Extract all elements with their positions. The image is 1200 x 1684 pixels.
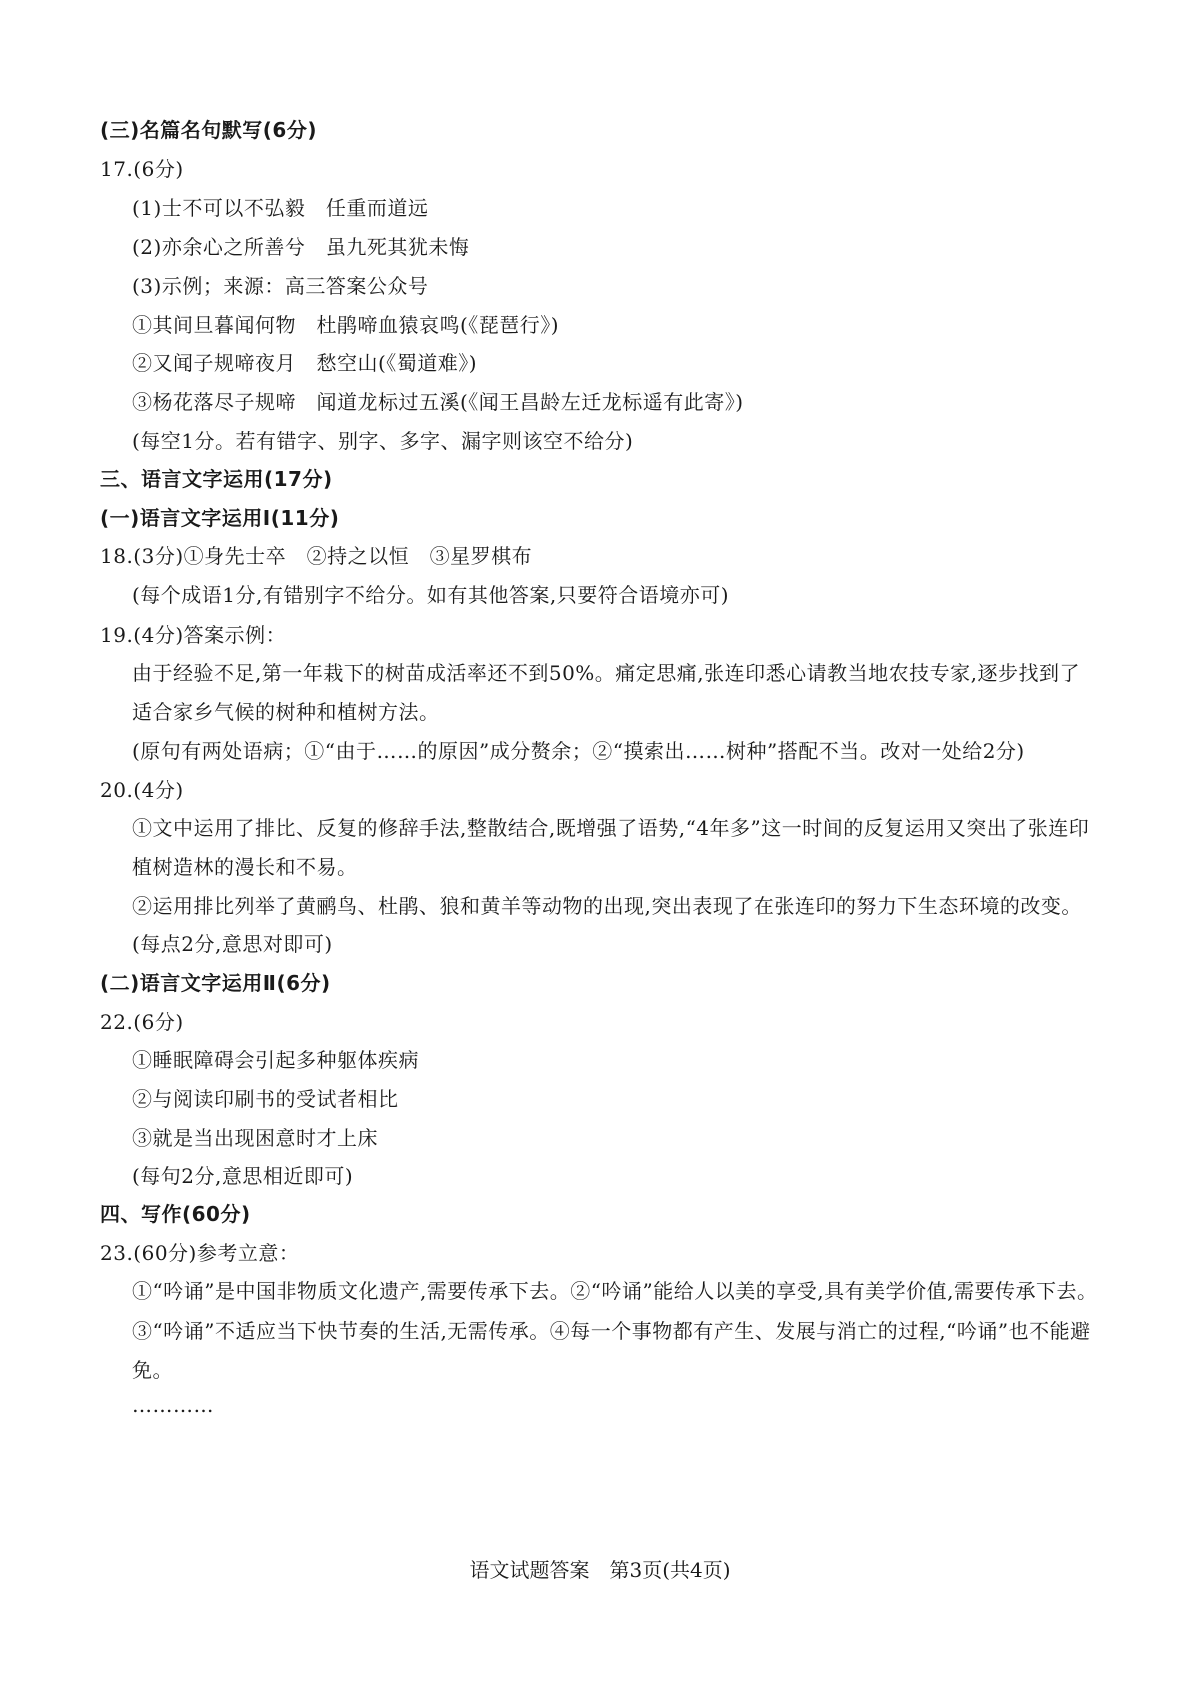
q22-label: 22.(6分) bbox=[100, 1010, 184, 1034]
q22-scoring-note: (每句2分,意思相近即可) bbox=[132, 1164, 354, 1188]
q20-point-2: ②运用排比列举了黄鹂鸟、杜鹃、狼和黄羊等动物的出现,突出表现了在张连印的努力下生态环境的改变。 bbox=[132, 894, 1082, 918]
q20-label: 20.(4分) bbox=[100, 778, 184, 802]
q19-line-1: 由于经验不足,第一年栽下的树苗成活率还不到50%。痛定思痛,张连印悉心请教当地农技专家,逐步找到了 bbox=[132, 661, 1081, 685]
q17-scoring-note: (每空1分。若有错字、别字、多字、漏字则该空不给分) bbox=[132, 429, 634, 453]
q17-answer-3: (3)示例；来源：高三答案公众号 bbox=[132, 274, 429, 298]
q19-scoring-note: (原句有两处语病；①“由于……的原因”成分赘余；②“摸索出……树种”搭配不当。改对一处给2分) bbox=[132, 739, 1025, 763]
q18-answer: 18.(3分)①身先士卒 ②持之以恒 ③星罗棋布 bbox=[100, 544, 533, 568]
q20-point-1a: ①文中运用了排比、反复的修辞手法,整散结合,既增强了语势,“4年多”这一时间的反复运用又突出了张连印 bbox=[132, 816, 1090, 840]
q17-example-3: ③杨花落尽子规啼 闻道龙标过五溪(《闻王昌龄左迁龙标遥有此寄》) bbox=[132, 390, 744, 414]
q23-line-1: ①“吟诵”是中国非物质文化遗产,需要传承下去。②“吟诵”能给人以美的享受,具有美学价值,需要传承下去。 bbox=[132, 1279, 1098, 1303]
q17-example-1: ①其间旦暮闻何物 杜鹃啼血猿哀鸣(《琵琶行》) bbox=[132, 313, 560, 337]
section-heading-recitation: (三)名篇名句默写(6分) bbox=[100, 118, 317, 142]
q22-answer-3: ③就是当出现困意时才上床 bbox=[132, 1126, 378, 1150]
q23-label: 23.(60分)参考立意： bbox=[100, 1241, 300, 1265]
part4-heading: 四、写作(60分) bbox=[100, 1202, 251, 1226]
part3-sub1-heading: (一)语言文字运用Ⅰ(11分) bbox=[100, 506, 340, 530]
q19-line-2: 适合家乡气候的树种和植树方法。 bbox=[132, 700, 440, 724]
q22-answer-1: ①睡眠障碍会引起多种躯体疾病 bbox=[132, 1048, 419, 1072]
q23-line-2: ③“吟诵”不适应当下快节奏的生活,无需传承。④每一个事物都有产生、发展与消亡的过程,“吟诵”也不能避 bbox=[132, 1319, 1091, 1343]
q17-answer-1: (1)士不可以不弘毅 任重而道远 bbox=[132, 196, 429, 220]
q18-scoring-note: (每个成语1分,有错别字不给分。如有其他答案,只要符合语境亦可) bbox=[132, 583, 730, 607]
q19-label: 19.(4分)答案示例： bbox=[100, 623, 287, 647]
page-footer: 语文试题答案 第3页(共4页) bbox=[469, 1558, 731, 1582]
q17-example-2: ②又闻子规啼夜月 愁空山(《蜀道难》) bbox=[132, 351, 478, 375]
part3-sub2-heading: (二)语言文字运用Ⅱ(6分) bbox=[100, 971, 331, 995]
q23-line-3: 免。 bbox=[132, 1358, 173, 1382]
q23-ellipsis: ………… bbox=[132, 1393, 214, 1417]
part3-heading: 三、语言文字运用(17分) bbox=[100, 467, 333, 491]
q17-label: 17.(6分) bbox=[100, 157, 184, 181]
q20-point-1b: 植树造林的漫长和不易。 bbox=[132, 855, 358, 879]
q22-answer-2: ②与阅读印刷书的受试者相比 bbox=[132, 1087, 399, 1111]
q20-scoring-note: (每点2分,意思对即可) bbox=[132, 932, 333, 956]
q17-answer-2: (2)亦余心之所善兮 虽九死其犹未悔 bbox=[132, 235, 470, 259]
